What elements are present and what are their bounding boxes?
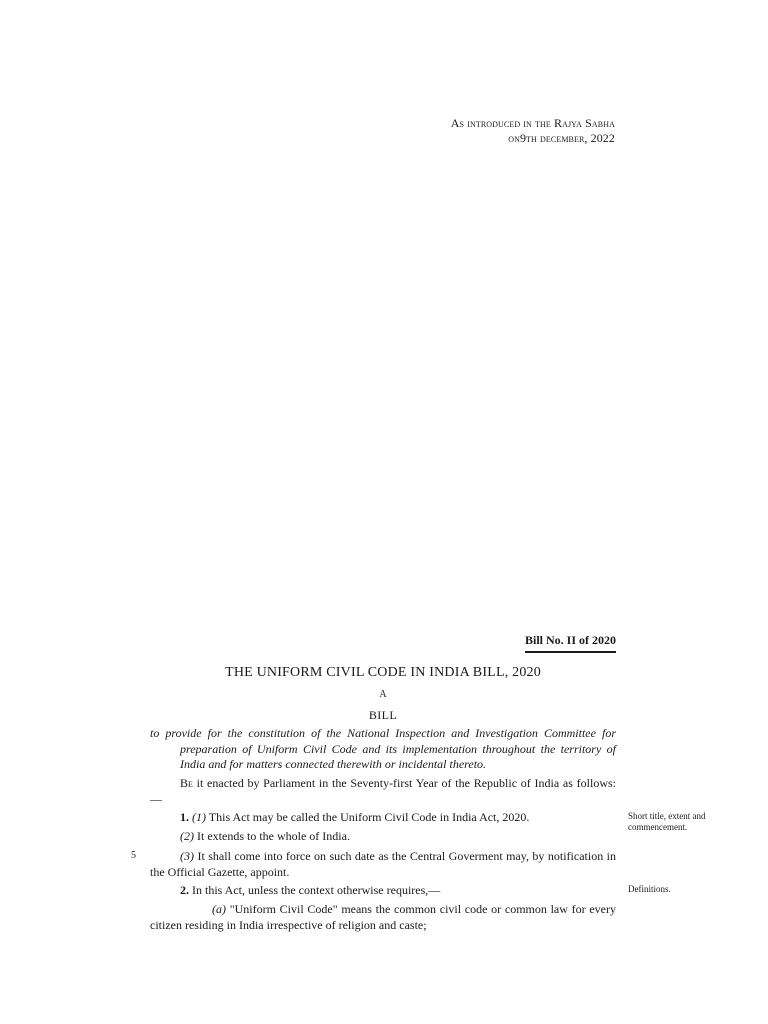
section-1-number: 1. xyxy=(180,810,189,824)
clause-a-text: "Uniform Civil Code" means the common civil code or common law for every citizen residing in India irrespective of religion and caste; xyxy=(150,902,616,932)
subsection-1-text: This Act may be called the Uniform Civil Code in India Act, 2020. xyxy=(206,810,530,824)
section-2-text: In this Act, unless the context otherwise requires,— xyxy=(189,883,441,897)
bill-number: Bill No. II of 2020 xyxy=(525,633,616,653)
clause-a-label: (a) xyxy=(212,902,226,916)
article-word: A xyxy=(379,689,387,700)
line-number: 5 xyxy=(131,850,136,861)
enacting-lead: Be xyxy=(180,776,193,790)
bill-label: BILL xyxy=(368,708,398,722)
section-1-subsection-3 xyxy=(150,848,616,880)
preamble: to provide for the constitution of the National Inspection and Investigation Committee for preparation of Uniform Civil Code and its implementation throughout the territory of India and for matters connected therewith or incidental thereto. xyxy=(150,726,616,771)
margin-note-short-title: Short title, extent and commencement. xyxy=(628,811,706,832)
subsection-3-label: (3) xyxy=(180,849,194,863)
section-1-subsection-1 xyxy=(150,809,616,825)
subsection-1-label: (1) xyxy=(192,810,206,824)
introduced-line-2: on9th december, 2022 xyxy=(508,131,615,145)
enacting-clause xyxy=(150,775,616,807)
introduced-line-1: As introduced in the Rajya Sabha xyxy=(450,116,615,130)
section-2-number: 2. xyxy=(180,883,189,897)
subsection-2-label: (2) xyxy=(180,829,194,843)
section-2 xyxy=(150,882,616,898)
subsection-2-text: It extends to the whole of India. xyxy=(194,829,350,843)
act-title: THE UNIFORM CIVIL CODE IN INDIA BILL, 2020 xyxy=(225,665,541,680)
subsection-3-text: It shall come into force on such date as the Central Goverment may, by notification in the Official Gazette, appoint. xyxy=(150,849,616,879)
margin-note-definitions: Definitions. xyxy=(628,884,671,894)
section-1-subsection-2 xyxy=(150,828,616,844)
introduction-note xyxy=(451,116,615,146)
enacting-text: it enacted by Parliament in the Seventy-first Year of the Republic of India as follows:— xyxy=(150,776,616,806)
section-2-clause-a xyxy=(150,901,616,933)
